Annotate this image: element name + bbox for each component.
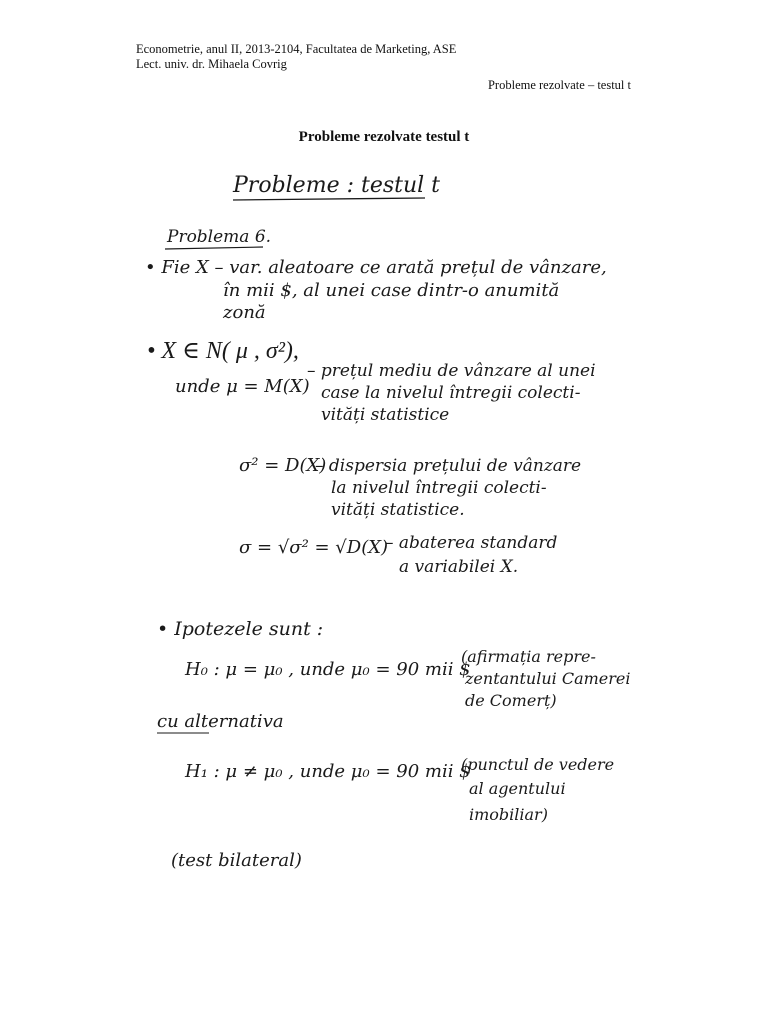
- course-line: Econometrie, anul II, 2013-2104, Facultatea de Marketing, ASE: [136, 42, 457, 56]
- notes-heading: Probleme : testul t: [233, 173, 441, 198]
- mu-def-line1: – prețul mediu de vânzare al unei: [307, 361, 596, 381]
- mu-def-line2: case la nivelul întregii colecti-: [321, 383, 581, 403]
- h0: H₀ : μ = μ₀ , unde μ₀ = 90 mii $: [185, 659, 471, 680]
- h0-note2: zentantului Camerei: [465, 669, 631, 688]
- heading-underline: [233, 198, 425, 200]
- h0-note3: de Comerț): [465, 691, 557, 710]
- bullet1-line3: zonă: [223, 302, 266, 323]
- h1-note1: (punctul de vedere: [461, 755, 615, 774]
- var-def-line3: vități statistice.: [331, 500, 465, 520]
- handwritten-scan: [135, 160, 635, 875]
- mu-def-lhs: unde μ = M(X): [175, 376, 310, 397]
- bullet1-line2: în mii $, al unei case dintr-o anumită: [223, 280, 560, 301]
- alt-text: cu alternativa: [157, 711, 284, 732]
- h1: H₁ : μ ≠ μ₀ , unde μ₀ = 90 mii $: [185, 761, 471, 782]
- var-def-line2: la nivelul întregii colecti-: [331, 478, 547, 498]
- running-title: Probleme rezolvate – testul t: [487, 78, 631, 92]
- problem-underline: [165, 247, 263, 249]
- var-def-lhs: σ² = D(X): [239, 455, 327, 476]
- h1-note2: al agentului: [469, 779, 566, 798]
- author-line: Lect. univ. dr. Mihaela Covrig: [136, 57, 287, 71]
- var-def-line1: – dispersia prețului de vânzare: [315, 456, 582, 476]
- problem-label: Problema 6.: [167, 227, 272, 247]
- document-title: Probleme rezolvate testul t: [298, 129, 470, 145]
- sd-def-line1: – abaterea standard: [385, 533, 558, 553]
- bullet2-line1: • X ∈ N( μ , σ²),: [147, 338, 299, 364]
- test-type: (test bilateral): [171, 850, 302, 871]
- sd-def-line2: a variabilei X.: [399, 557, 519, 577]
- bullet1-line1: • Fie X – var. aleatoare ce arată prețul de vânzare,: [145, 257, 607, 278]
- h1-note3: imobiliar): [469, 805, 548, 824]
- h0-note1: (afirmația repre-: [461, 647, 596, 666]
- handwritten-notes: [135, 160, 635, 875]
- bullet3: • Ipotezele sunt :: [157, 618, 324, 640]
- mu-def-line3: vități statistice: [321, 405, 450, 425]
- sd-def-lhs: σ = √σ² = √D(X): [239, 537, 389, 558]
